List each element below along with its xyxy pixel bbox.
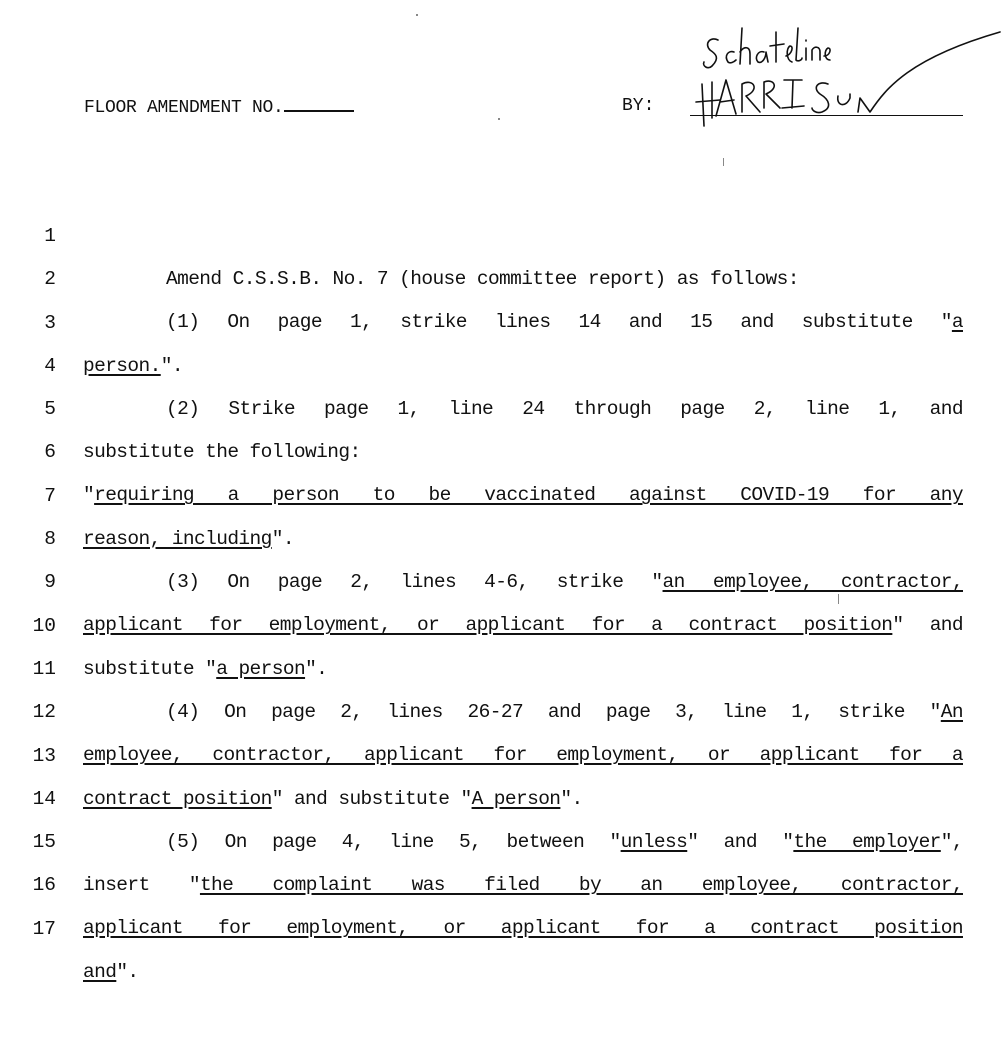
line-number: 5 (44, 398, 56, 421)
line-number: 3 (44, 311, 56, 334)
line-text: (2) Strike page 1, line 24 through page 2, line 1, and (166, 397, 963, 420)
struck-reference-text: applicant for employment, or applicant for a contract position (83, 614, 893, 637)
line-text: (4) On page 2, lines 26-27 and page 3, line 1, strike "An (166, 700, 963, 723)
line-text: substitute "a person". (83, 657, 328, 680)
line-number: 12 (32, 701, 56, 724)
line-number: 14 (32, 787, 56, 810)
inserted-text: reason, including (83, 527, 272, 550)
inserted-text: A person (471, 787, 561, 810)
handwritten-signature (690, 18, 1006, 128)
scan-speck (498, 118, 500, 120)
amendment-number-blank (284, 94, 354, 112)
document-line (0, 172, 1008, 290)
inserted-text: a person (216, 657, 306, 680)
line-text: (1) On page 1, strike lines 14 and 15 and substitute "a (166, 311, 963, 334)
scan-speck (838, 594, 839, 604)
line-text: (5) On page 4, line 5, between "unless" and "the employer", (166, 830, 963, 853)
line-text: and". (83, 960, 139, 983)
line-number: 1 (44, 225, 56, 247)
line-text: person.". (83, 354, 183, 377)
line-number: 13 (32, 744, 56, 767)
by-label: BY: (622, 96, 655, 116)
inserted-text: requiring a person to be vaccinated against COVID-19 for any (94, 484, 963, 507)
struck-reference-text: employee, contractor, applicant for employment, or applicant for a (83, 744, 963, 767)
line-text: contract position" and substitute "A person". (83, 787, 583, 810)
line-text: insert "the complaint was filed by an employee, contractor, (83, 874, 963, 897)
line-number: 2 (44, 268, 56, 291)
line-text: Amend C.S.S.B. No. 7 (house committee report) as follows: (166, 268, 799, 290)
inserted-text: the complaint was filed by an employee, contractor, (199, 874, 963, 897)
line-text: (3) On page 2, lines 4-6, strike "an employee, contractor, (166, 571, 963, 594)
line-number: 7 (44, 484, 56, 507)
line-number: 6 (44, 441, 56, 464)
amendment-body (0, 172, 1008, 983)
struck-reference-text: an employee, contractor, (662, 571, 963, 594)
line-text: reason, including". (83, 527, 294, 550)
amendment-header (0, 0, 1008, 140)
scan-speck (416, 14, 418, 16)
line-number: 9 (44, 571, 56, 594)
line-text: substitute the following: (83, 441, 361, 464)
scan-speck (723, 158, 724, 166)
line-number: 8 (44, 528, 56, 551)
struck-reference-text: An (940, 700, 963, 723)
reference-text: the employer (793, 830, 941, 853)
line-number: 15 (32, 831, 56, 854)
inserted-text: a (951, 311, 963, 334)
line-number: 4 (44, 354, 56, 377)
line-text: applicant for employment, or applicant for a contract position" and (83, 614, 963, 637)
floor-amendment-number (84, 94, 354, 118)
line-number: 10 (32, 614, 56, 637)
line-text (83, 907, 963, 950)
line-number: 17 (32, 917, 56, 940)
floor-amendment-label: FLOOR AMENDMENT NO. (84, 98, 284, 118)
line-text: "requiring a person to be vaccinated against COVID-19 for any (83, 484, 963, 507)
inserted-text: person. (83, 354, 161, 377)
line-number: 16 (32, 874, 56, 897)
struck-reference-text: contract position (83, 787, 272, 810)
reference-text: unless (620, 830, 688, 853)
line-number: 11 (32, 657, 56, 680)
inserted-text: and (83, 960, 117, 983)
inserted-text: applicant for employment, or applicant for a contract position (83, 917, 963, 940)
